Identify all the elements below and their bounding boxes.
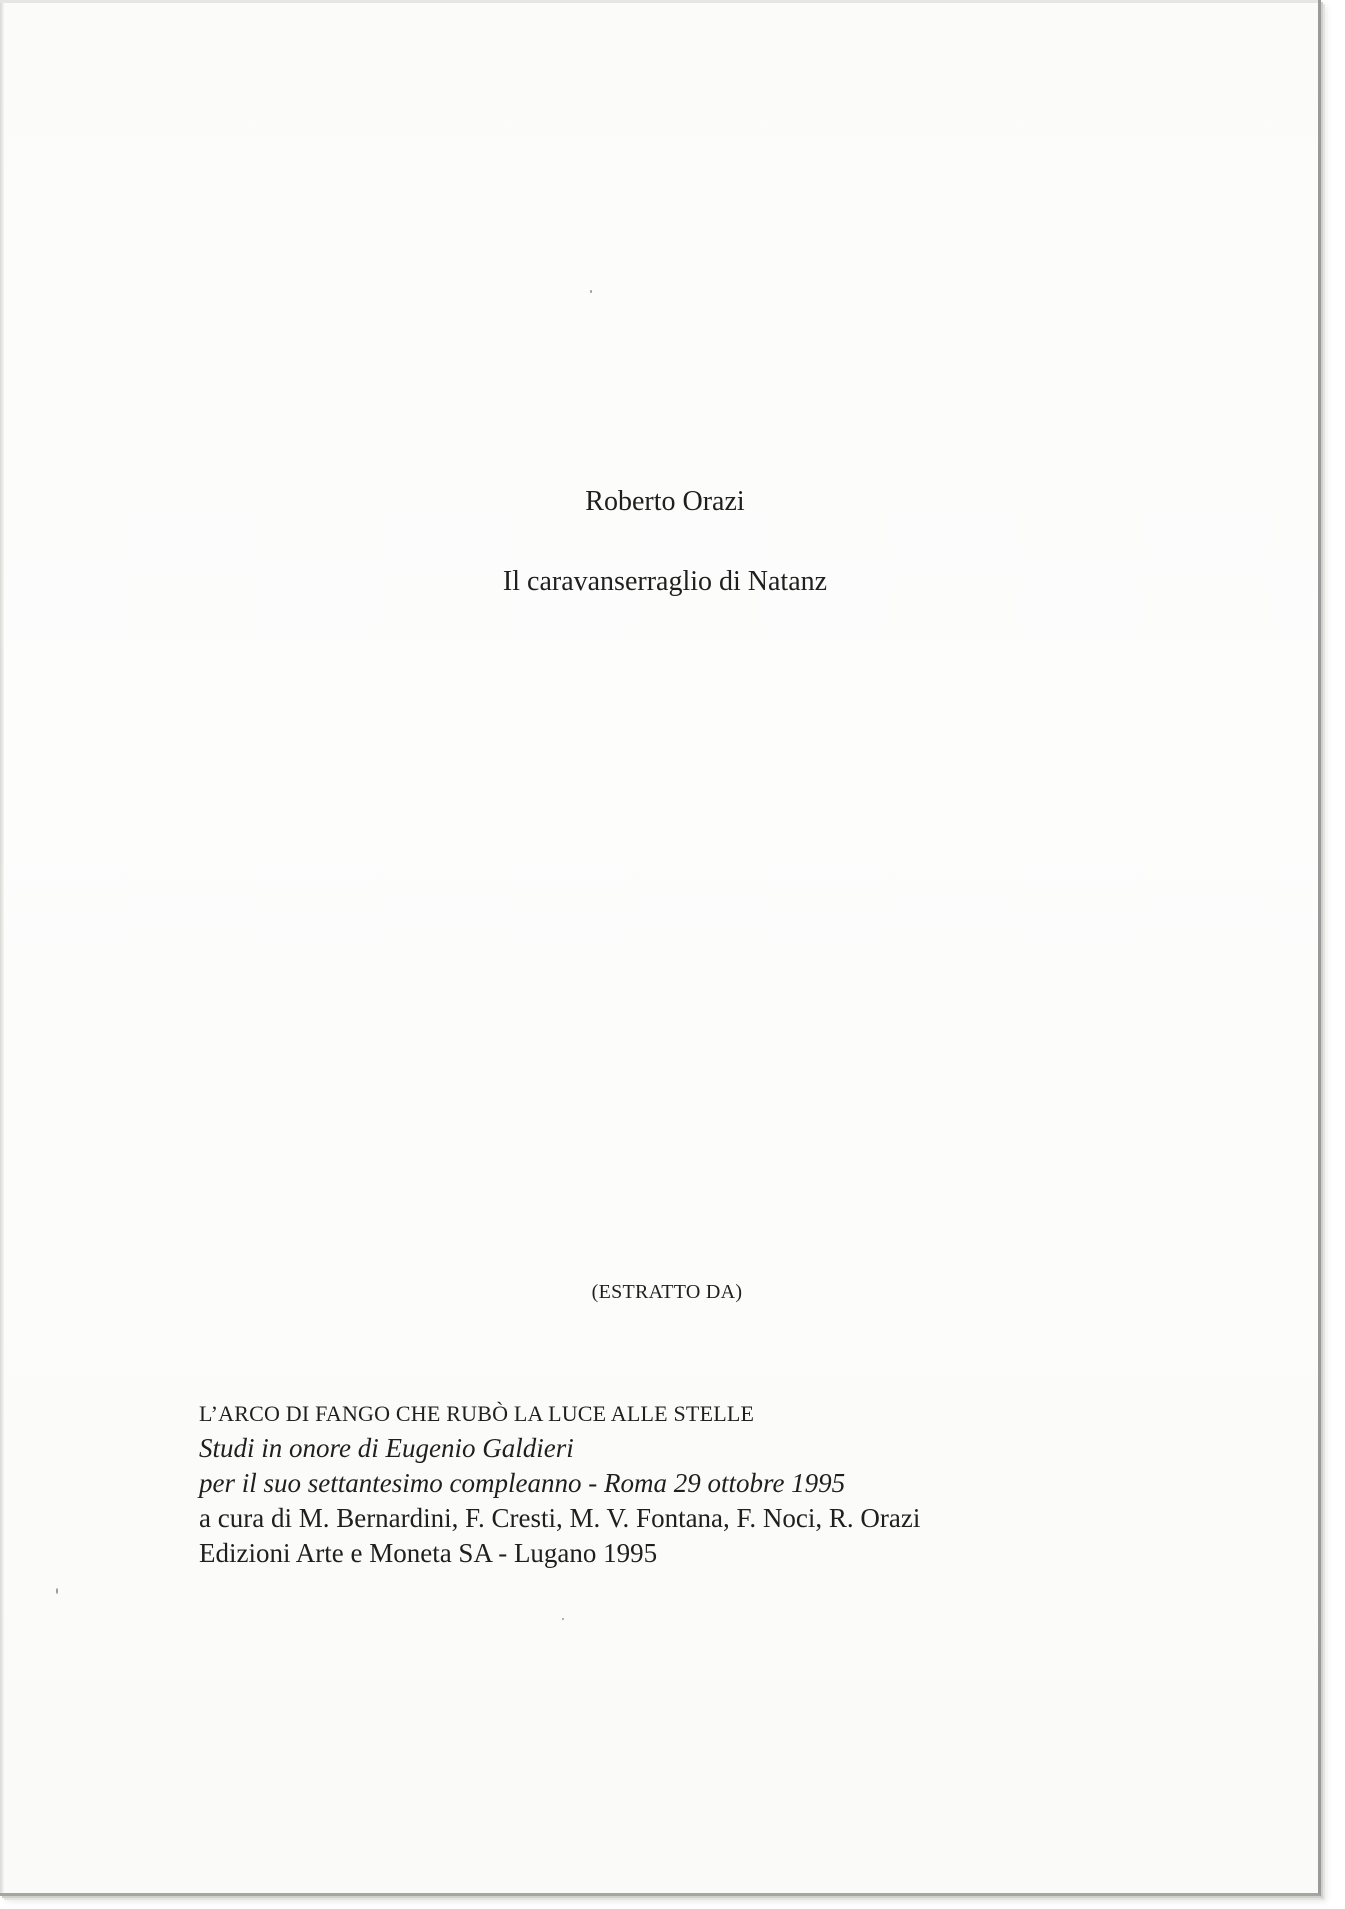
author-name: Roberto Orazi — [585, 486, 745, 517]
volume-subtitle-line-1: Studi in onore di Eugenio Galdieri — [199, 1433, 574, 1463]
extract-note-text: (ESTRATTO DA) — [591, 1281, 743, 1303]
paper-speck — [56, 1588, 58, 1594]
volume-subtitle-line-2: per il suo settantesimo compleanno - Roma 29 ottobre 1995 — [199, 1468, 846, 1498]
extract-note — [8, 1275, 1326, 1305]
volume-publisher: Edizioni Arte e Moneta SA - Lugano 1995 — [199, 1538, 658, 1568]
volume-title: L’ARCO DI FANGO CHE RUBÒ LA LUCE ALLE STELLE — [199, 1401, 755, 1426]
page-left-edge — [0, 0, 4, 1893]
page-top-edge — [0, 0, 1318, 3]
paper-title: Il caravanserraglio di Natanz — [502, 566, 828, 597]
volume-editors: a cura di M. Bernardini, F. Cresti, M. V. Fontana, F. Noci, R. Orazi — [199, 1503, 921, 1533]
source-colophon — [199, 1396, 920, 1571]
paper-speck — [562, 1618, 564, 1620]
paper-speck — [590, 290, 592, 293]
